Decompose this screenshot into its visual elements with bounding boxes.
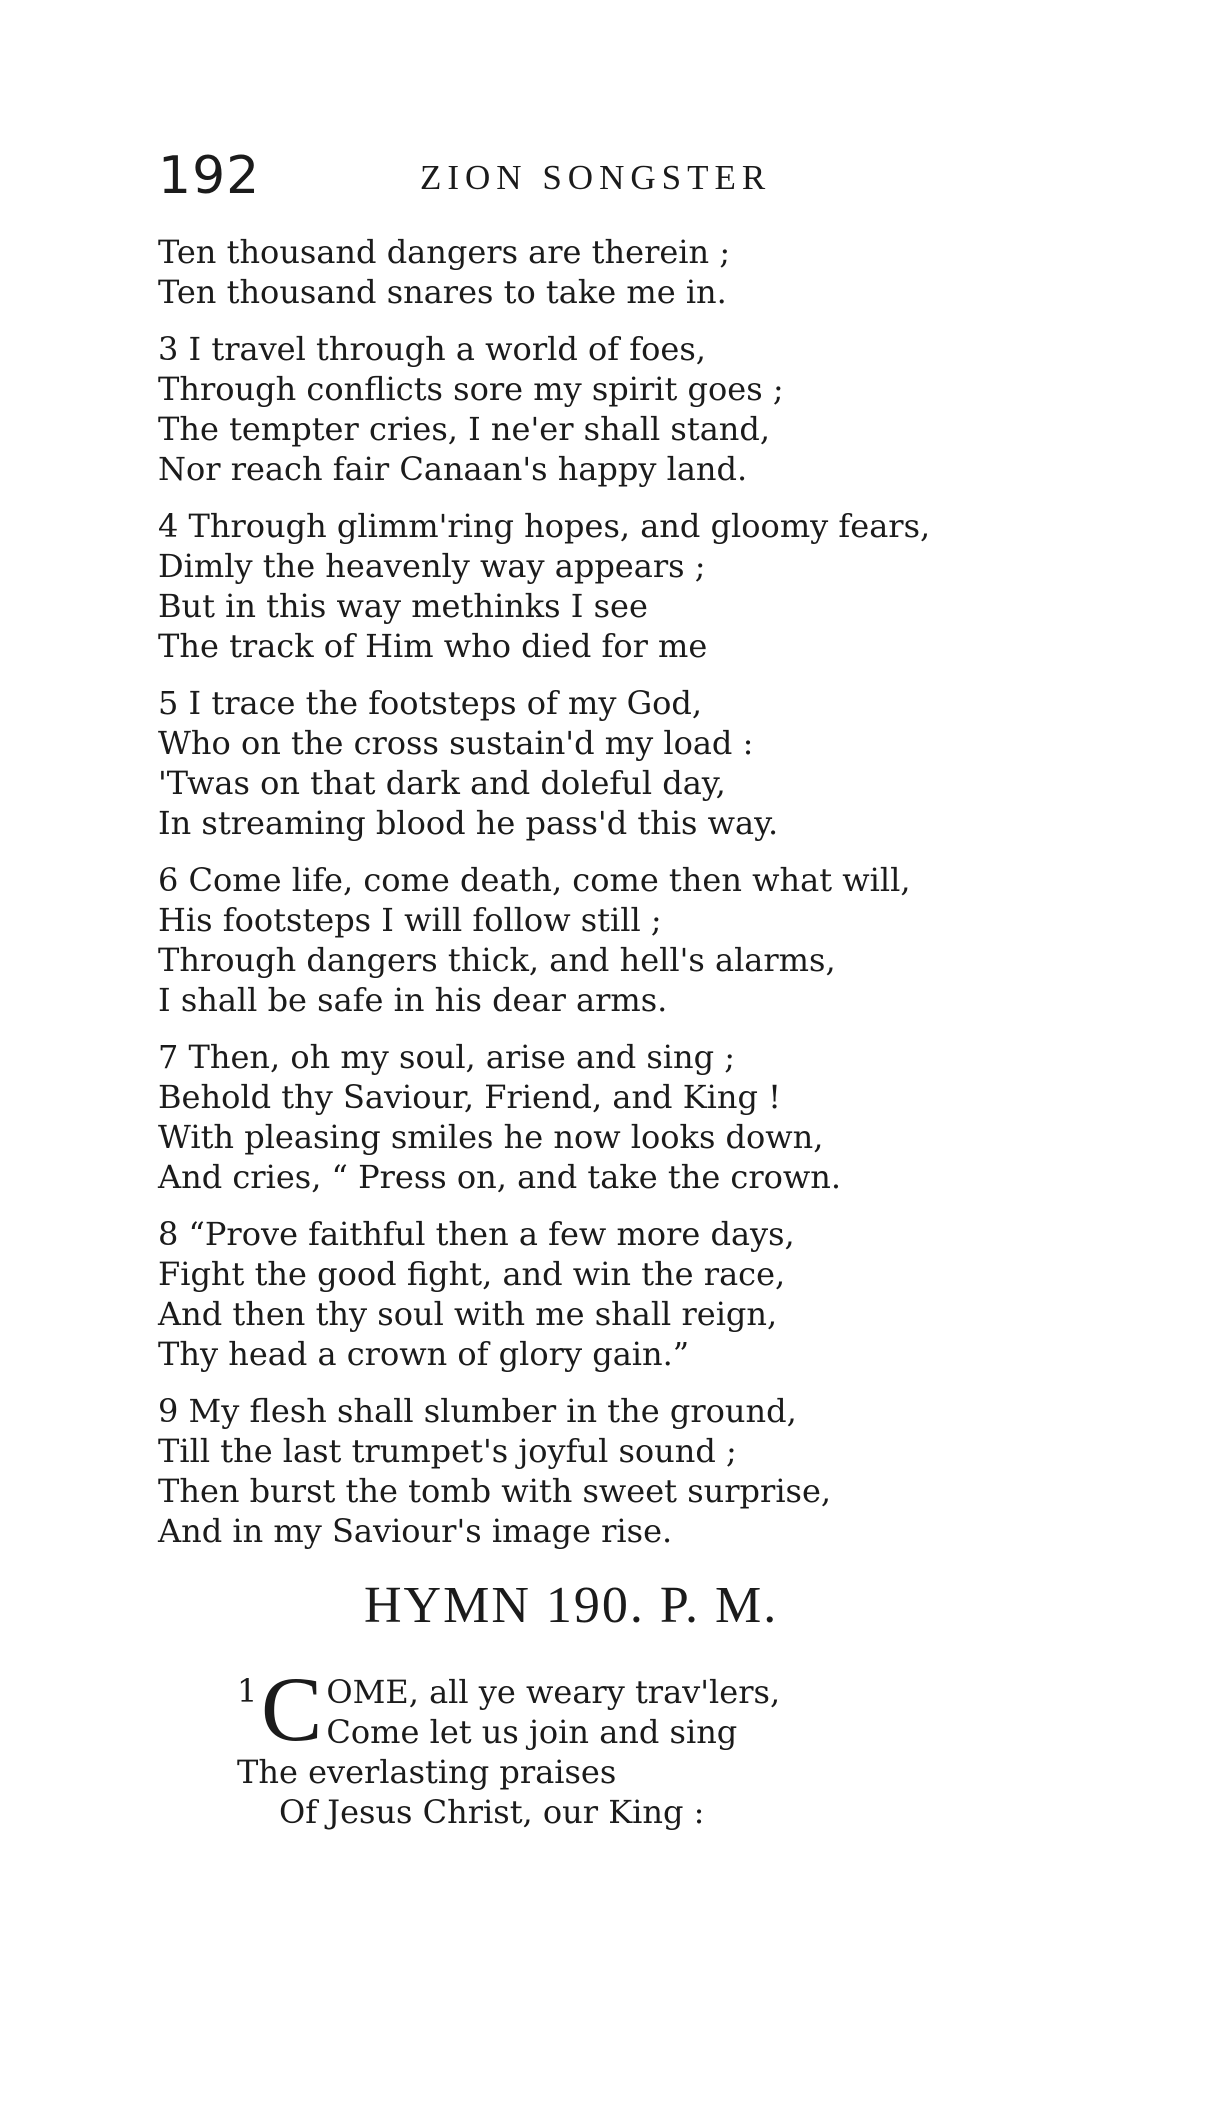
hymn-opening <box>237 1658 1137 1760</box>
verse-line: Behold thy Saviour, Friend, and King ! <box>158 1078 781 1116</box>
verse-line: Till the last trumpet's joyful sound ; <box>158 1432 737 1470</box>
verse-line: Nor reach fair Canaan's happy land. <box>158 450 748 488</box>
verse-line: 5 I trace the footsteps of my God, <box>158 684 703 722</box>
verse-line: Through conflicts sore my spirit goes ; <box>158 370 784 408</box>
hymn-190-stanza-1 <box>237 1658 1137 1832</box>
verse-line: 9 My flesh shall slumber in the ground, <box>158 1392 797 1430</box>
drop-cap: C <box>261 1658 323 1760</box>
verse-line: The track of Him who died for me <box>158 627 708 665</box>
verse-line: 4 Through glimm'ring hopes, and gloomy fears, <box>158 507 931 545</box>
verse-line: Who on the cross sustain'd my load : <box>158 724 754 762</box>
verse-line: His footsteps I will follow still ; <box>158 901 662 939</box>
verse-line: 7 Then, oh my soul, arise and sing ; <box>158 1038 736 1076</box>
verse-number: 1 <box>237 1672 258 1710</box>
verse-line: And then thy soul with me shall reign, <box>158 1295 778 1333</box>
verse-line: 3 I travel through a world of foes, <box>158 330 706 368</box>
verse-line: The tempter cries, I ne'er shall stand, <box>158 410 771 448</box>
verse-line: I shall be safe in his dear arms. <box>158 981 668 1019</box>
verse-line: Of Jesus Christ, our King : <box>279 1793 705 1831</box>
stanza-8 <box>158 1214 1158 1374</box>
verse-line: And cries, “ Press on, and take the crown. <box>158 1158 842 1196</box>
verse-line: Come let us join and sing <box>326 1713 738 1751</box>
stanza-7 <box>158 1037 1158 1197</box>
verse-line: 6 Come life, come death, come then what will, <box>158 861 911 899</box>
verse-line: Ten thousand snares to take me in. <box>158 273 727 311</box>
page-header <box>158 146 1058 206</box>
verse-line: Then burst the tomb with sweet surprise, <box>158 1472 832 1510</box>
verse-line: Fight the good fight, and win the race, <box>158 1255 786 1293</box>
verse-line: OME, all ye weary trav'lers, <box>326 1673 781 1711</box>
stanza-9 <box>158 1391 1158 1551</box>
verse-line: But in this way methinks I see <box>158 587 648 625</box>
verse-line: Thy head a crown of glory gain.” <box>158 1335 690 1373</box>
verse-line: 8 “Prove faithful then a few more days, <box>158 1215 795 1253</box>
stanza-6 <box>158 860 1158 1020</box>
opening-lines <box>326 1672 780 1752</box>
verse-line: Dimly the heavenly way appears ; <box>158 547 706 585</box>
verse-line: And in my Saviour's image rise. <box>158 1512 673 1550</box>
verse-line: 'Twas on that dark and doleful day, <box>158 764 726 802</box>
hymn-title: HYMN 190. P. M. <box>364 1577 779 1634</box>
stanza-continued <box>158 232 1158 312</box>
stanza-3 <box>158 329 1158 489</box>
stanza-4 <box>158 506 1158 666</box>
verse-line: Through dangers thick, and hell's alarms, <box>158 941 836 979</box>
verse-line: With pleasing smiles he now looks down, <box>158 1118 824 1156</box>
verse-line: In streaming blood he pass'd this way. <box>158 804 779 842</box>
running-title: ZION SONGSTER <box>420 158 772 197</box>
verse-line: Ten thousand dangers are therein ; <box>158 233 731 271</box>
page-number: 192 <box>158 146 261 206</box>
verse-line: The everlasting praises <box>237 1753 617 1791</box>
hymn-continuation <box>158 232 1158 1568</box>
stanza-5 <box>158 683 1158 843</box>
